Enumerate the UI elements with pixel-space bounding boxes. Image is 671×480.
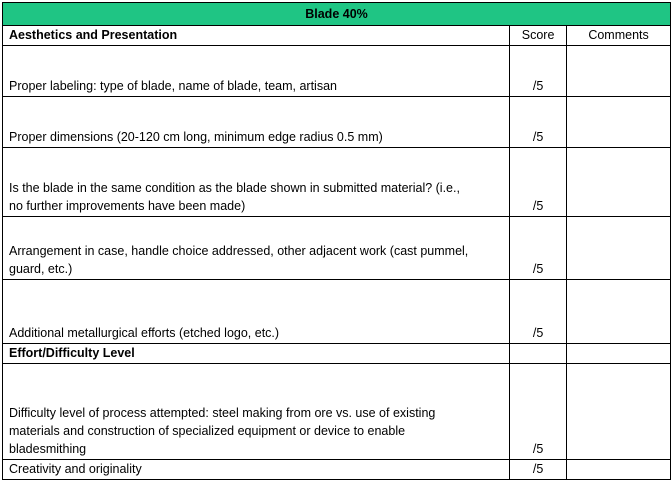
criterion-text <box>3 97 510 148</box>
criterion-text <box>3 217 510 280</box>
criterion-line: Arrangement in case, handle choice addressed, other adjacent work (cast pummel, <box>9 244 469 258</box>
criterion-row <box>3 217 671 280</box>
score-cell[interactable]: /5 <box>510 148 567 217</box>
criterion-row <box>3 148 671 217</box>
comment-cell[interactable] <box>567 364 671 460</box>
criterion-text <box>3 280 510 344</box>
score-column-header: Score <box>510 26 567 46</box>
criterion-line: Proper labeling: type of blade, name of blade, team, artisan <box>9 79 337 93</box>
score-cell[interactable]: /5 <box>510 217 567 280</box>
score-header-blank <box>510 344 567 364</box>
criterion-row <box>3 364 671 460</box>
section-header-row <box>3 26 671 46</box>
comments-header-blank <box>567 344 671 364</box>
comment-cell[interactable] <box>567 148 671 217</box>
criterion-row <box>3 280 671 344</box>
criterion-line: no further improvements have been made) <box>9 199 246 213</box>
criterion-row <box>3 46 671 97</box>
criterion-text <box>3 46 510 97</box>
comment-cell[interactable] <box>567 97 671 148</box>
score-cell[interactable]: /5 <box>510 460 567 480</box>
comments-column-header: Comments <box>567 26 671 46</box>
comment-cell[interactable] <box>567 46 671 97</box>
criterion-line: Creativity and originality <box>9 462 142 476</box>
section-header-row <box>3 344 671 364</box>
criterion-line: Is the blade in the same condition as the blade shown in submitted material? (i.e., <box>9 181 460 195</box>
title-row <box>3 3 671 26</box>
score-cell[interactable]: /5 <box>510 97 567 148</box>
criterion-line: Difficulty level of process attempted: steel making from ore vs. use of existing <box>9 406 436 420</box>
criterion-line: Additional metallurgical efforts (etched logo, etc.) <box>9 326 280 340</box>
rubric-table <box>2 2 671 480</box>
criterion-line: guard, etc.) <box>9 262 73 276</box>
section-label: Effort/Difficulty Level <box>3 344 510 364</box>
score-cell[interactable]: /5 <box>510 364 567 460</box>
comment-cell[interactable] <box>567 217 671 280</box>
criterion-text <box>3 148 510 217</box>
section-label: Aesthetics and Presentation <box>3 26 510 46</box>
criterion-text <box>3 364 510 460</box>
rubric-title: Blade 40% <box>3 3 671 26</box>
score-cell[interactable]: /5 <box>510 46 567 97</box>
comment-cell[interactable] <box>567 280 671 344</box>
criterion-line: Proper dimensions (20-120 cm long, minimum edge radius 0.5 mm) <box>9 130 383 144</box>
criterion-line: materials and construction of specialized equipment or device to enable <box>9 424 406 438</box>
score-cell[interactable]: /5 <box>510 280 567 344</box>
criterion-line: bladesmithing <box>9 442 87 456</box>
criterion-row <box>3 97 671 148</box>
